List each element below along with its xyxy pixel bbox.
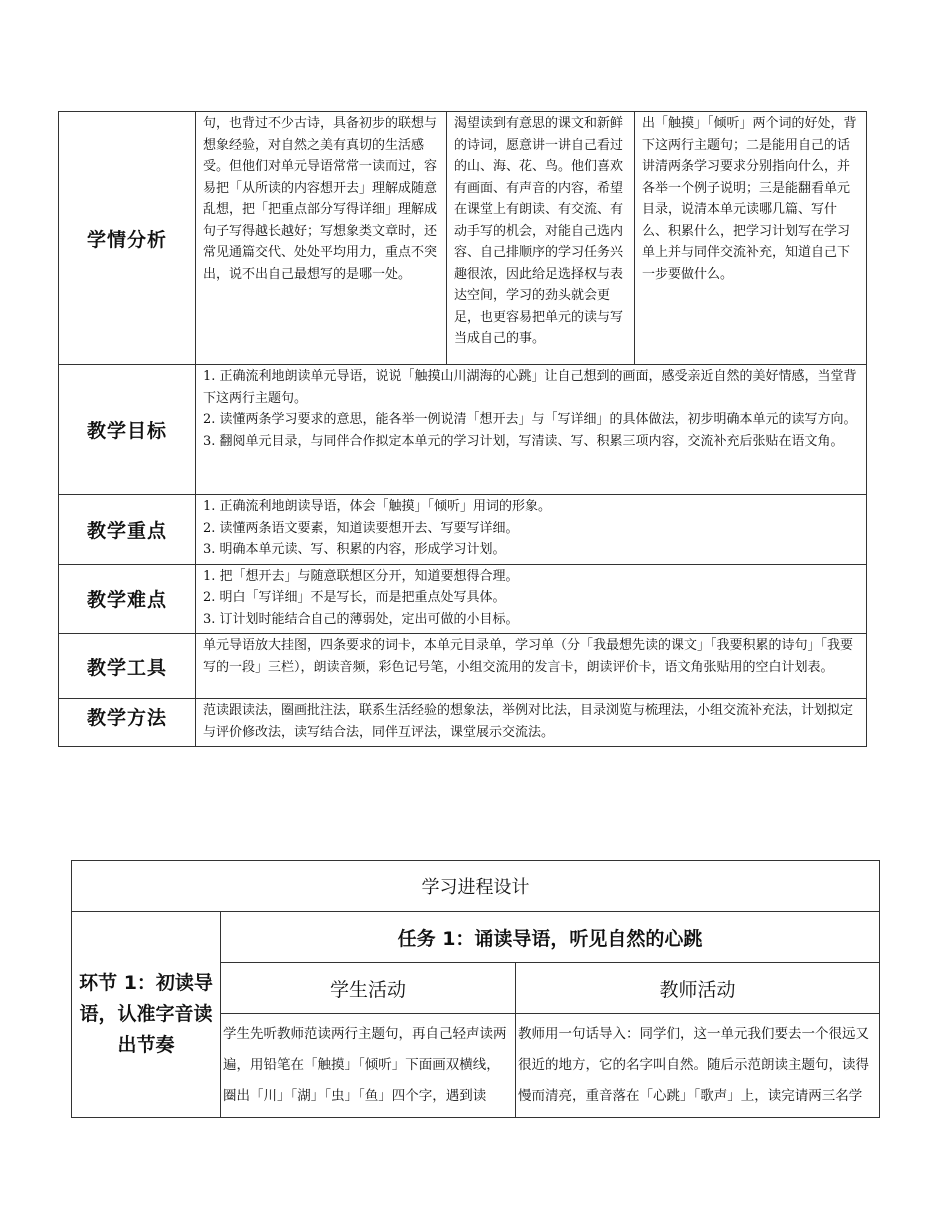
process-title: 学习进程设计 — [72, 861, 880, 912]
row-label-fangfa: 教学方法 — [59, 699, 196, 747]
zhongdian-item: 2. 读懂两条语文要素，知道读要想开去、写要写详细。 — [203, 520, 519, 536]
stage-label: 环节 1：初读导语，认准字音读出节奏 — [72, 912, 221, 1118]
student-activity-header: 学生活动 — [221, 963, 516, 1014]
row-label-gongju: 教学工具 — [59, 634, 196, 699]
nandian-item: 1. 把「想开去」与随意联想区分开，知道要想得合理。 — [203, 568, 519, 584]
mubiao-item: 2. 读懂两条学习要求的意思，能各举一例说清「想开去」与「写详细」的具体做法，初步明确本单元的读写方向。 — [203, 412, 857, 427]
zhongdian-content — [196, 495, 867, 565]
teacher-activity-header: 教师活动 — [516, 963, 880, 1014]
teacher-activity-cell: 教师用一句话导入：同学们，这一单元我们要去一个很远又很近的地方，它的名字叫自然。随后示范朗读主题句，读得慢而清亮，重音落在「心跳」「歌声」上，读完请两三名学 — [516, 1014, 880, 1118]
row-label-nandian: 教学难点 — [59, 564, 196, 634]
student-activity-cell: 学生先听教师范读两行主题句，再自己轻声读两遍，用铅笔在「触摸」「倾听」下面画双横线，圈出「川」「湖」「虫」「鱼」四个字，遇到读 — [221, 1014, 516, 1118]
nandian-item: 2. 明白「写详细」不是写长，而是把重点处写具体。 — [203, 590, 506, 605]
gongju-content: 单元导语放大挂图，四条要求的词卡，本单元目录单，学习单（分「我最想先读的课文」「我要积累的诗句」「我要写的一段」三栏），朗读音频，彩色记号笔，小组交流用的发言卡，朗读评价卡，语文角张贴用的空白计划表。 — [196, 634, 867, 699]
zhongdian-item: 1. 正确流利地朗读导语，体会「触摸」「倾听」用词的形象。 — [203, 499, 552, 514]
mubiao-item: 3. 翻阅单元目录，与同伴合作拟定本单元的学习计划，写清读、写、积累三项内容，交流补充后张贴在语文角。 — [203, 433, 844, 449]
row-label-mubiao: 教学目标 — [59, 365, 196, 495]
xueqing-col1: 句，也背过不少古诗，具备初步的联想与想象经验，对自然之美有真切的生活感受。但他们对单元导语常常一读而过，容易把「从所读的内容想开去」理解成随意乱想，把「把重点部分写得详细」理解成句子写得越长越好；写想象类文章时，还常见通篇交代、处处平均用力，重点不突出，说不出自己最想写的是哪一处。 — [196, 112, 447, 365]
task-title: 任务 1：诵读导语，听见自然的心跳 — [221, 912, 880, 963]
xueqing-col2: 渴望读到有意思的课文和新鲜的诗词，愿意讲一讲自己看过的山、海、花、鸟。他们喜欢有画面、有声音的内容，希望在课堂上有朗读、有交流、有动手写的机会，对能自己选内容、自己排顺序的学习任务兴趣很浓，因此给足选择权与表达空间，学习的劲头就会更足，也更容易把单元的读与写当成自己的事。 — [447, 112, 635, 365]
zhongdian-item: 3. 明确本单元读、写、积累的内容，形成学习计划。 — [203, 542, 506, 557]
row-label-zhongdian: 教学重点 — [59, 495, 196, 565]
row-label-xueqing: 学情分析 — [59, 112, 196, 365]
nandian-content — [196, 564, 867, 634]
fangfa-content: 范读跟读法，圈画批注法，联系生活经验的想象法，举例对比法，目录浏览与梳理法，小组交流补充法，计划拟定与评价修改法，读写结合法，同伴互评法，课堂展示交流法。 — [196, 699, 867, 747]
mubiao-item: 1. 正确流利地朗读单元导语，说说「触摸山川湖海的心跳」让自己想到的画面，感受亲近自然的美好情感，当堂背下这两行主题句。 — [203, 369, 857, 406]
xueqing-col3: 出「触摸」「倾听」两个词的好处，背下这两行主题句；二是能用自己的话讲清两条学习要求分别指向什么，并各举一个例子说明；三是能翻看单元目录，说清本单元读哪几篇、写什么、积累什么，把学习计划写在学习单上并与同伴交流补充，知道自己下一步要做什么。 — [635, 112, 867, 365]
learning-process-table — [71, 860, 880, 1118]
mubiao-content — [196, 365, 867, 495]
lesson-plan-table — [58, 111, 867, 747]
nandian-item: 3. 订计划时能结合自己的薄弱处，定出可做的小目标。 — [203, 611, 519, 627]
